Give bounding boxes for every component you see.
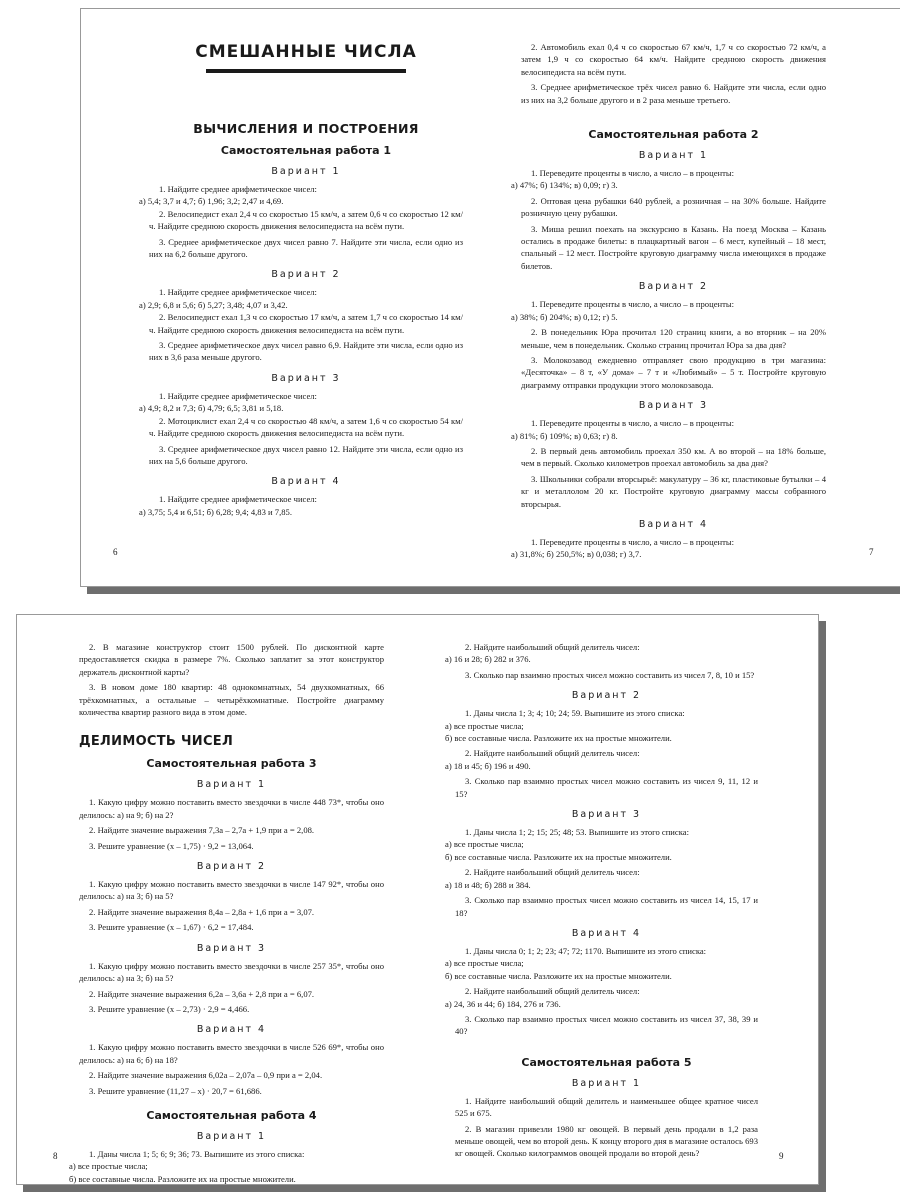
task-text: 1. Переведите проценты в число, а число – в проценты: а) 31,8%; б) 250,5%; в) 0,038; г) 3,7. [511,536,735,560]
variant-heading: Вариант 1 [638,150,709,162]
work-title: Самостоятельная работа 5 [521,1055,692,1069]
task-text: 1. Какую цифру можно поставить вместо звездочки в числе 526 69*, чтобы оно делилось: а) на 6; б) на 18? [79,1042,384,1065]
task-text: 1. Найдите среднее арифметическое чисел: а) 2,9; 6,8 и 5,6; б) 5,27; 3,48; 4,07 и 3,42. [139,287,317,310]
task-text: 1. Переведите проценты в число, а число – в проценты: а) 47%; б) 134%; в) 0,09; г) 3. [511,168,735,191]
task-text: 1. Найдите среднее арифметическое чисел: а) 3,75; 5,4 и 6,51; б) 6,28; 9,4; 4,83 и 7,85. [139,494,317,517]
page-8 [17,615,417,1184]
task-text: 1. Найдите среднее арифметическое чисел: а) 5,4; 3,7 и 4,7; б) 1,96; 3,2; 2,47 и 4,69. [139,184,317,207]
task-text: 3. Сколько пар взаимно простых чисел можно составить из чисел 14, 15, 17 и 18? [455,895,758,918]
chapter-title: СМЕШАННЫЕ ЧИСЛА [149,41,463,73]
bottom-book-spread [16,614,819,1185]
task-text: 3. Среднее арифметическое двух чисел равно 7. Найдите эти числа, если одно из них на 6,2 больше другого. [149,236,463,260]
variant-heading: Вариант 4 [571,927,642,939]
task-text: 2. В понедельник Юра прочитал 120 страниц книги, а во вторник – на 20% меньше, чем в понедельник. Сколько страниц прочитал Юра за два дня? [521,327,826,350]
work-title: Самостоятельная работа 3 [146,757,317,771]
page-number: 7 [869,547,874,557]
task-text: 2. В магазин привезли 1980 кг овощей. В первый день продали в 1,2 раза меньше овощей, чем во второй день. К концу второго дня в магазине осталось 693 кг овощей. Сколько килограммов овощей продали во второй день? [455,1123,758,1159]
page-6-content [139,41,463,518]
page-6 [81,9,491,586]
variant-heading: Вариант 4 [271,476,341,488]
page-9-content [445,641,758,1163]
task-text: 2. Найдите значение выражения 7,3a – 2,7a + 1,9 при a = 2,08. [89,825,315,836]
task-text: 1. Даны числа 1; 5; 6; 9; 36; 73. Выпишите из этого списка: а) все простые числа; б) все составные числа. Разложите их на простые множители. [69,1148,305,1184]
task-text: 3. Школьники собрали вторсырьё: макулатуру – 36 кг, пластиковые бутылки – 4 кг и металлолом 20 кг. Постройте круговую диаграмму массы собранного вторсырья. [521,473,826,509]
page-8-content [69,641,384,1188]
task-text: 1. Даны числа 0; 1; 2; 23; 47; 72; 1170. Выпишите из этого списка: а) все простые числа; б) все составные числа. Разложите их на простые множители. [445,945,707,981]
task-text: 3. Сколько пар взаимно простых чисел можно составить из чисел 9, 11, 12 и 15? [455,776,758,799]
task-text: 1. Какую цифру можно поставить вместо звездочки в числе 147 92*, чтобы оно делилось: а) на 3; б) на 5? [79,879,384,902]
task-text: 3. Решите уравнение (x – 1,75) · 9,2 = 13,064. [89,840,254,851]
page-7-content [511,41,826,564]
work-title: Самостоятельная работа 1 [220,144,392,157]
task-text: 3. Сколько пар взаимно простых чисел можно составить из чисел 37, 38, 39 и 40? [455,1013,758,1037]
variant-heading: Вариант 1 [571,1077,642,1089]
task-text: 1. Какую цифру можно поставить вместо звездочки в числе 448 73*, чтобы оно делилось: а) на 9; б) на 2? [79,797,384,820]
task-text: 3. В новом доме 180 квартир: 48 однокомнатных, 54 двухкомнатных, 66 трёхкомнатных, а остальные – четырёхкомнатные. Постройте диаграмму количества квартир разного вида в этом доме. [79,682,384,718]
task-text: 1. Даны числа 1; 3; 4; 10; 24; 59. Выпишите из этого списка: а) все простые числа; б) все составные числа. Разложите их на простые множители. [445,708,685,744]
work-title: Самостоятельная работа 4 [146,1108,317,1122]
page-number: 8 [53,1151,58,1161]
task-text: 2. Найдите наибольший общий делитель чисел: а) 16 и 28; б) 282 и 376. [445,642,640,665]
task-text: 3. Решите уравнение (11,27 – x) · 20,7 = 61,686. [89,1085,262,1096]
task-text: 1. Переведите проценты в число, а число – в проценты: а) 81%; б) 109%; в) 0,63; г) 8. [511,418,735,441]
task-text: 3. Миша решил поехать на экскурсию в Казань. На поезд Москва – Казань остались в продаже билеты: в плацкартный вагон – 6 мест, купейный – 18 мест, спальный – 12 мест. Постройте круговую диаграмму числа имеющихся в продаже билетов. [521,223,826,271]
task-text: 2. В первый день автомобиль проехал 350 км. А во второй – на 18% больше, чем в первый. Сколько километров проехал автомобиль за два дня? [521,445,826,469]
variant-heading: Вариант 4 [638,518,709,530]
variant-heading: Вариант 2 [571,690,642,702]
task-text: 2. Найдите наибольший общий делитель чисел: а) 18 и 48; б) 288 и 384. [445,867,640,890]
variant-heading: Вариант 3 [638,400,709,412]
variant-heading: Вариант 2 [638,281,709,293]
top-book-spread [80,8,900,587]
task-text: 2. Найдите наибольший общий делитель чисел: а) 18 и 45; б) 196 и 490. [445,748,640,771]
variant-heading: Вариант 1 [196,1130,267,1142]
task-text: 2. Оптовая цена рубашки 640 рублей, а розничная – на 30% больше. Найдите розничную цену рубашки. [521,195,826,219]
variant-heading: Вариант 2 [271,269,341,281]
task-text: 1. Найдите наибольший общий делитель и наименьшее общее кратное чисел 525 и 675. [455,1095,758,1119]
task-text: 2. Автомобиль ехал 0,4 ч со скоростью 67 км/ч, 1,7 ч со скоростью 72 км/ч, а затем 1,9 ч со скоростью 64 км/ч. Найдите среднюю скорость движения велосипедиста на всём пути. [521,42,826,77]
task-text: 3. Молокозавод ежедневно отправляет свою продукцию в три магазина: «Десяточка» – 8 т, «У дома» – 7 т и «Любимый» – 5 т. Постройте круговую диаграмму отправки продукции этого молокозавода. [521,354,826,390]
section-title: ВЫЧИСЛЕНИЯ И ПОСТРОЕНИЯ [193,121,419,136]
task-text: 3. Сколько пар взаимно простых чисел можно составить из чисел 7, 8, 10 и 15? [465,669,755,680]
task-text: 2. Найдите значение выражения 8,4a – 2,8a + 1,6 при a = 3,07. [89,906,315,917]
task-text: 2. Велосипедист ехал 2,4 ч со скоростью 15 км/ч, а затем 0,6 ч со скоростью 12 км/ч. Найдите среднюю скорость движения велосипедиста на всём пути. [149,208,463,232]
variant-heading: Вариант 4 [196,1024,267,1036]
variant-heading: Вариант 2 [196,861,267,873]
task-text: 1. Переведите проценты в число, а число – в проценты: а) 38%; б) 204%; в) 0,12; г) 5. [511,299,735,322]
task-text: 3. Среднее арифметическое двух чисел равно 12. Найдите эти числа, если одно из них на 5,6 больше другого. [149,443,463,466]
task-text: 1. Даны числа 1; 2; 15; 25; 48; 53. Выпишите из этого списка: а) все простые числа; б) все составные числа. Разложите их на простые множители. [445,827,689,862]
task-text: 3. Среднее арифметическое двух чисел равно 6,9. Найдите эти числа, если одно из них в 3,6 раза меньше другого. [149,340,463,363]
page-number: 6 [113,547,118,557]
task-text: 3. Среднее арифметическое трёх чисел равно 6. Найдите эти числа, если одно из них на 3,2 больше другого и в 2 раза меньше третьего. [521,82,826,105]
variant-heading: Вариант 1 [271,166,341,177]
task-text: 2. Велосипедист ехал 1,3 ч со скоростью 17 км/ч, а затем 1,7 ч со скоростью 14 км/ч. Найдите среднюю скорость движения велосипедиста на всём пути. [149,312,463,335]
task-text: 2. Найдите значение выражения 6,2a – 3,6a + 2,8 при a = 6,07. [89,988,315,999]
variant-heading: Вариант 1 [196,779,267,791]
page-7 [491,9,900,586]
task-text: 2. Найдите значение выражения 6,02a – 2,07a – 0,9 при a = 2,04. [89,1070,323,1081]
task-text: 2. Мотоциклист ехал 2,4 ч со скоростью 48 км/ч, а затем 1,6 ч со скоростью 54 км/ч. Найдите среднюю скорость движения велосипедиста на всём пути. [149,415,463,439]
variant-heading: Вариант 3 [571,809,642,821]
task-text: 3. Решите уравнение (x – 1,67) · 6,2 = 17,484. [89,922,254,933]
page-number: 9 [779,1151,784,1161]
work-title: Самостоятельная работа 2 [588,128,759,142]
variant-heading: Вариант 3 [271,372,341,384]
task-text: 3. Решите уравнение (x – 2,73) · 2,9 = 4,466. [89,1003,250,1014]
task-text: 1. Найдите среднее арифметическое чисел: а) 4,9; 8,2 и 7,3; б) 4,79; 6,5; 3,81 и 5,18. [139,390,317,414]
task-text: 1. Какую цифру можно поставить вместо звездочки в числе 257 35*, чтобы оно делилось: а) на 3; б) на 5? [79,960,384,984]
page-9 [417,615,818,1184]
variant-heading: Вариант 3 [196,942,267,954]
task-text: 2. Найдите наибольший общий делитель чисел: а) 24, 36 и 44; б) 184, 276 и 736. [445,986,640,1009]
task-text: 2. В магазине конструктор стоит 1500 рублей. По дисконтной карте предоставляется скидка в размере 7%. Сколько заплатит за этот конструктор держатель дисконтной карты? [79,642,384,677]
section-title: ДЕЛИМОСТЬ ЧИСЕЛ [79,734,234,750]
